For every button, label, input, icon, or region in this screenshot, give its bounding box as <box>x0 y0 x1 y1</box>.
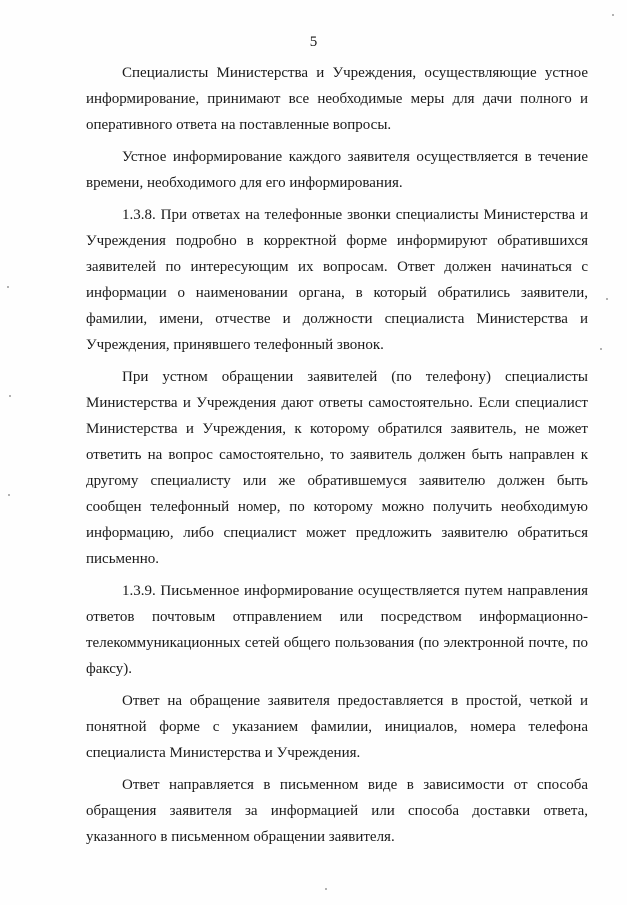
paragraph: При устном обращении заявителей (по телефону) специалисты Министерства и Учреждения дают ответы самостоятельно. Если специалист Министерства и Учреждения, к которому обратился заявитель, не может ответить на вопрос самостоятельно, то заявитель должен быть направлен к другому специалисту или же обратившемуся заявителю должен быть сообщен телефонный номер, по которому можно получить необходимую информацию, либо специалист может предложить заявителю обратиться письменно. <box>86 369 588 567</box>
document-body <box>86 60 588 856</box>
scan-speck <box>612 14 614 16</box>
paragraph: Ответ на обращение заявителя предоставляется в простой, четкой и понятной форме с указанием фамилии, инициалов, номера телефона специалиста Министерства и Учреждения. <box>86 693 588 761</box>
paragraph: Ответ направляется в письменном виде в зависимости от способа обращения заявителя за информацией или способа доставки ответа, указанного в письменном обращении заявителя. <box>86 777 588 845</box>
paragraph: Устное информирование каждого заявителя осуществляется в течение времени, необходимого для его информирования. <box>86 149 588 191</box>
scan-speck <box>8 494 10 496</box>
scan-speck <box>600 348 602 350</box>
scan-speck <box>606 298 608 300</box>
scan-speck <box>9 395 11 397</box>
paragraph: 1.3.9. Письменное информирование осуществляется путем направления ответов почтовым отправлением или посредством информационно-телекоммуникационных сетей общего пользования (по электронной почте, по факсу). <box>86 583 588 677</box>
scan-speck <box>325 888 327 890</box>
paragraph: 1.3.8. При ответах на телефонные звонки специалисты Министерства и Учреждения подробно в корректной форме информируют обратившихся заявителей по интересующим их вопросам. Ответ должен начинаться с информации о наименовании органа, в который обратились заявители, фамилии, имени, отчестве и должности специалиста Министерства и Учреждения, принявшего телефонный звонок. <box>86 207 588 353</box>
page-number: 5 <box>309 34 318 50</box>
paragraph: Специалисты Министерства и Учреждения, осуществляющие устное информирование, принимают все необходимые меры для дачи полного и оперативного ответа на поставленные вопросы. <box>86 65 588 133</box>
scan-speck <box>7 286 9 288</box>
